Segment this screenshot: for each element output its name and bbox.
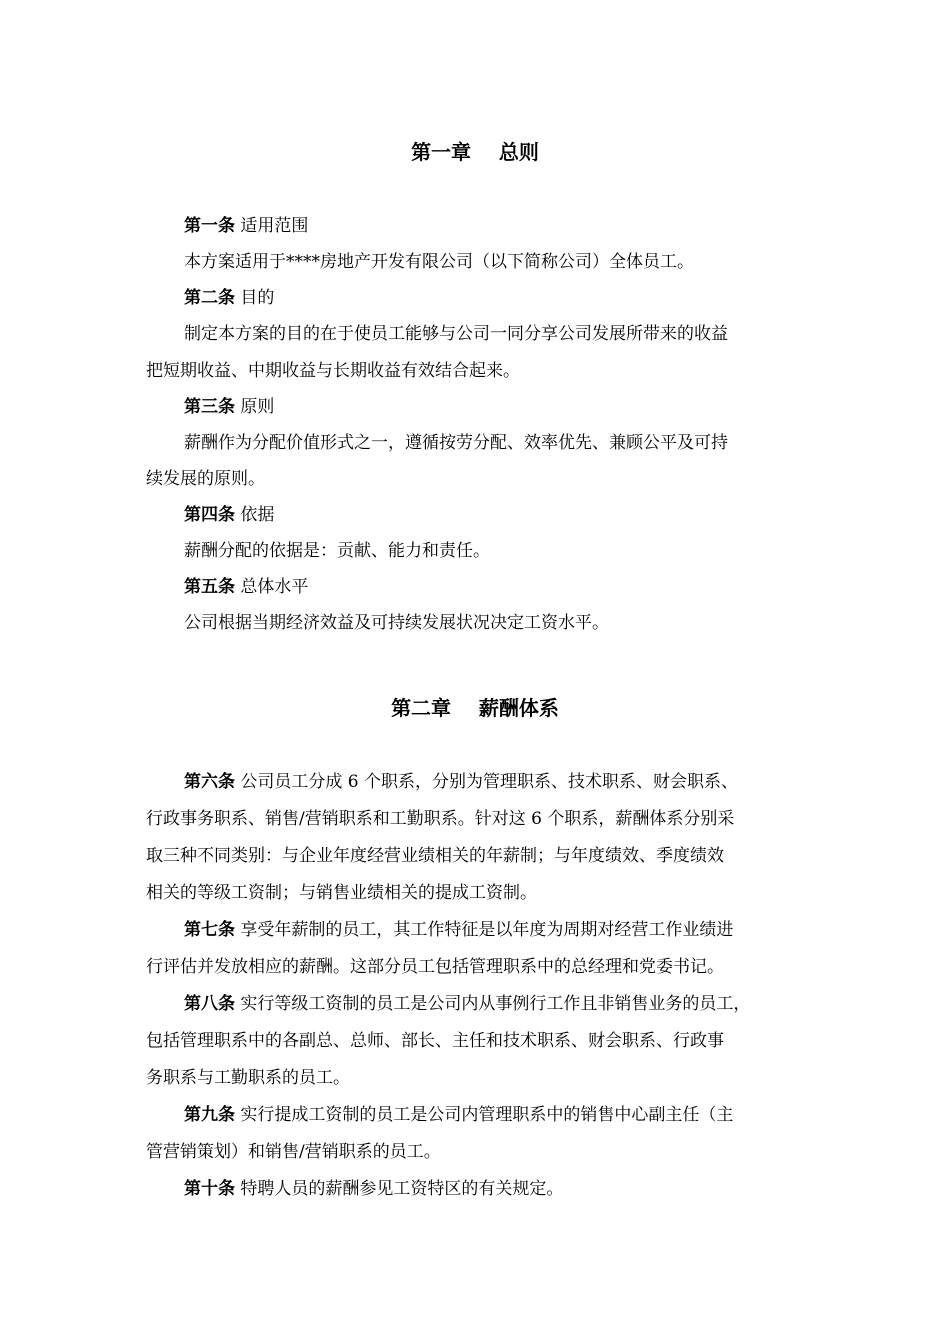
article-1-body-line: 本方案适用于****房地产开发有限公司（以下简称公司）全体员工。 bbox=[184, 252, 694, 272]
chapter-2-title: 第二章 薪酬体系 bbox=[391, 696, 559, 720]
article-3-heading bbox=[184, 395, 274, 419]
article-6-line bbox=[184, 770, 738, 794]
article-1-title: 适用范围 bbox=[240, 216, 309, 236]
article-2-title: 目的 bbox=[240, 288, 275, 308]
article-4-heading bbox=[184, 503, 274, 527]
article-7-text: 享受年薪制的员工，其工作特征是以年度为周期对经营工作业绩进 bbox=[240, 920, 734, 940]
article-8-line: 包括管理职系中的各副总、总师、部长、主任和技术职系、财会职系、行政事 bbox=[146, 1031, 724, 1051]
article-5-heading bbox=[184, 575, 308, 599]
article-3-body-line: 续发展的原则。 bbox=[146, 469, 265, 489]
article-8-text: 实行等级工资制的员工是公司内从事例行工作且非销售业务的员工， bbox=[240, 994, 751, 1014]
article-4-label: 第四条 bbox=[184, 505, 235, 525]
article-8-line bbox=[184, 992, 750, 1016]
article-6-line: 行政事务职系、销售/营销职系和工勤职系。针对这 6 个职系，薪酬体系分别采 bbox=[146, 809, 735, 829]
article-7-line: 行评估并发放相应的薪酬。这部分员工包括管理职系中的总经理和党委书记。 bbox=[146, 957, 724, 977]
article-9-text: 实行提成工资制的员工是公司内管理职系中的销售中心副主任（主 bbox=[240, 1105, 734, 1125]
article-9-line: 管营销策划）和销售/营销职系的员工。 bbox=[146, 1142, 441, 1162]
article-10-text: 特聘人员的薪酬参见工资特区的有关规定。 bbox=[240, 1179, 564, 1199]
article-3-body-line: 薪酬作为分配价值形式之一，遵循按劳分配、效率优先、兼顾公平及可持 bbox=[184, 433, 728, 453]
article-7-line bbox=[184, 918, 733, 942]
article-8-label: 第八条 bbox=[184, 994, 235, 1014]
article-2-body-line: 把短期收益、中期收益与长期收益有效结合起来。 bbox=[146, 361, 520, 381]
article-9-line bbox=[184, 1103, 733, 1127]
article-5-title: 总体水平 bbox=[240, 577, 309, 597]
article-10-label: 第十条 bbox=[184, 1179, 235, 1199]
article-5-body-line: 公司根据当期经济效益及可持续发展状况决定工资水平。 bbox=[184, 613, 609, 633]
article-3-label: 第三条 bbox=[184, 397, 235, 417]
article-7-label: 第七条 bbox=[184, 920, 235, 940]
article-1-heading bbox=[184, 214, 308, 238]
article-9-label: 第九条 bbox=[184, 1105, 235, 1125]
chapter-1-title: 第一章 总则 bbox=[411, 140, 539, 164]
article-4-title: 依据 bbox=[240, 505, 275, 525]
article-8-line: 务职系与工勤职系的员工。 bbox=[146, 1068, 350, 1088]
article-6-line: 取三种不同类别：与企业年度经营业绩相关的年薪制；与年度绩效、季度绩效 bbox=[146, 846, 724, 866]
article-5-label: 第五条 bbox=[184, 577, 235, 597]
article-3-title: 原则 bbox=[240, 397, 275, 417]
article-2-body-line: 制定本方案的目的在于使员工能够与公司一同分享公司发展所带来的收益 bbox=[184, 324, 728, 344]
article-6-text: 公司员工分成 6 个职系，分别为管理职系、技术职系、财会职系、 bbox=[240, 772, 739, 792]
article-4-body-line: 薪酬分配的依据是：贡献、能力和责任。 bbox=[184, 541, 490, 561]
article-6-label: 第六条 bbox=[184, 772, 235, 792]
article-1-label: 第一条 bbox=[184, 216, 235, 236]
article-6-line: 相关的等级工资制；与销售业绩相关的提成工资制。 bbox=[146, 883, 537, 903]
article-2-label: 第二条 bbox=[184, 288, 235, 308]
article-2-heading bbox=[184, 286, 274, 310]
article-10-line bbox=[184, 1177, 563, 1201]
